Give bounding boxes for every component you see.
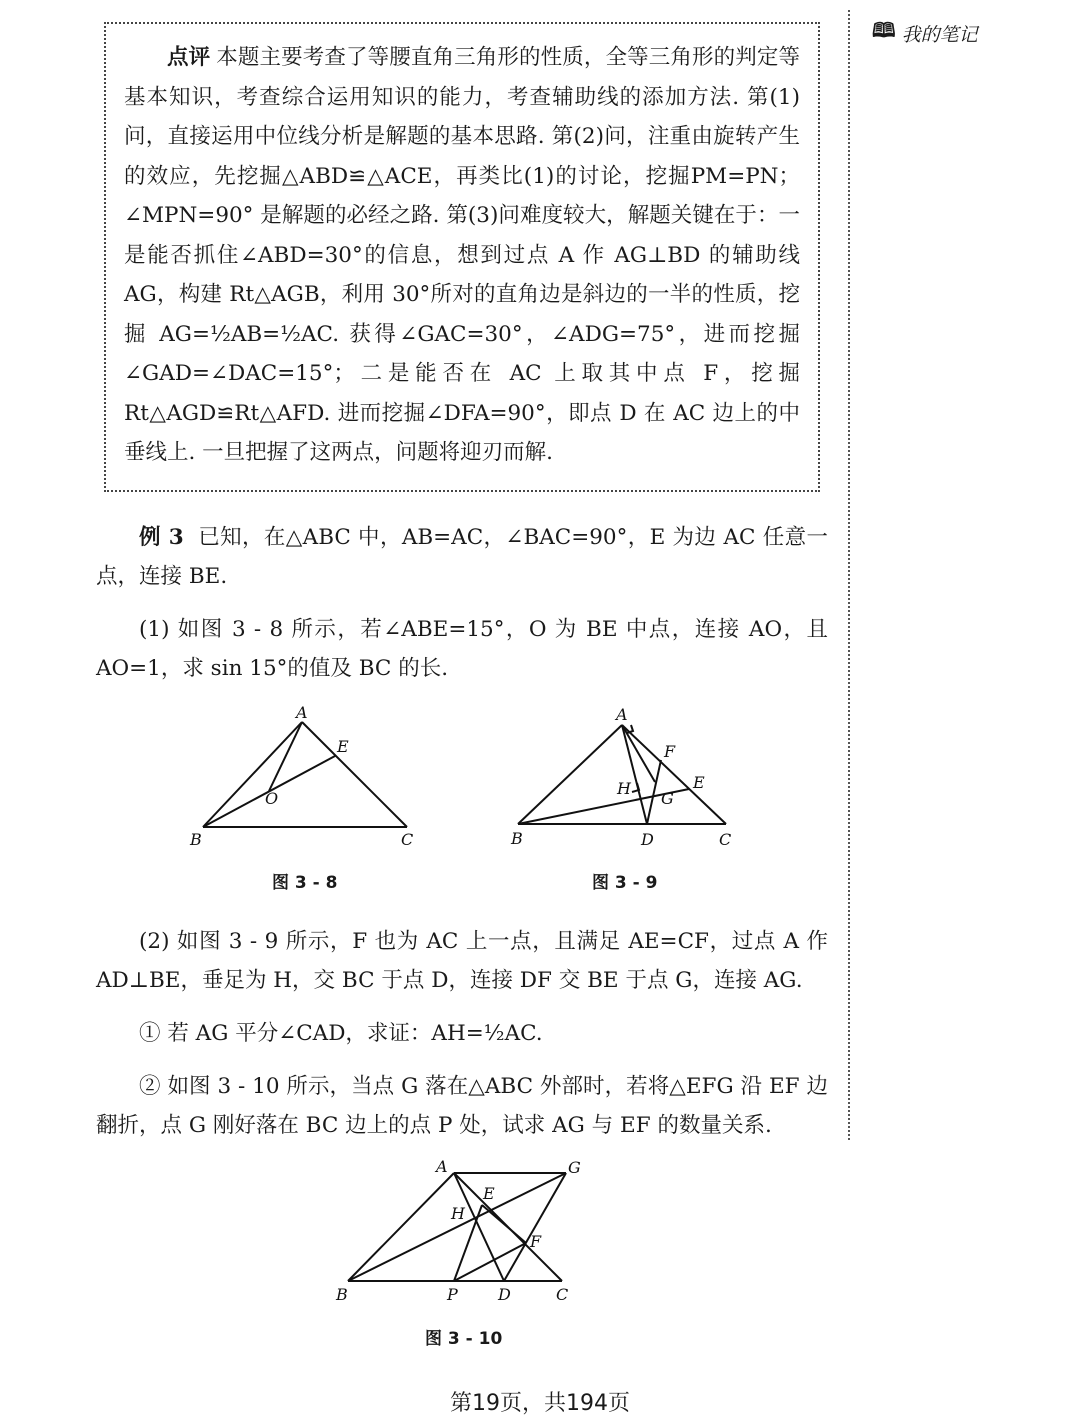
label-F: F [530,1232,542,1251]
seg-AD [454,1173,504,1281]
seg-AD [622,725,647,824]
label-G: G [568,1158,581,1177]
question-part2a: ① 若 AG 平分∠CAD，求证：AH=½AC. [139,1021,543,1046]
label-C: C [556,1285,569,1304]
label-A: A [296,703,308,722]
label-P: P [447,1285,458,1304]
seg-AB [348,1173,454,1281]
label-F: F [664,742,676,761]
label-B: B [190,830,202,849]
question-part2: (2) 如图 3 - 9 所示，F 也为 AC 上一点，且满足 AE=CF，过点 A 作 AD⊥BE，垂足为 H，交 BC 于点 D，连接 DF 交 BE 于点 G，连接 AG. [96,929,828,993]
label-C: C [719,830,732,849]
label-E: E [483,1184,495,1203]
notes-header [872,16,978,50]
label-D: D [498,1285,511,1304]
label-O: O [265,789,279,808]
seg-AB [518,725,622,824]
book-icon: 🕮 [872,18,896,42]
seg-AG [622,725,655,782]
comment-box [104,22,820,492]
figure-3-9-caption: 图 3 - 9 [592,873,658,893]
seg-DF [647,760,661,824]
label-H: H [451,1204,465,1223]
comment-paragraph [124,38,800,473]
page-footer: 第19页，共194页 [450,1391,630,1416]
seg-AO [269,722,302,791]
seg-AC [302,722,407,827]
figure-3-9 [505,700,755,860]
example-label: 例 3 [139,525,184,550]
label-C: C [401,830,414,849]
seg-BG [348,1173,566,1281]
label-E: E [337,737,349,756]
question-part2b: ② 如图 3 - 10 所示，当点 G 落在△ABC 外部时，若将△EFG 沿 EF 边翻折，点 G 刚好落在 BC 边上的点 P 处，试求 AG 与 EF 的数量关系. [96,1074,828,1138]
label-E: E [693,773,705,792]
figure-3-8 [185,700,425,860]
seg-AC [622,725,726,824]
question-part2-section [96,922,828,1145]
example-intro: 已知，在△ABC 中，AB=AC，∠BAC=90°，E 为边 AC 任意一点，连接 BE. [96,525,829,589]
label-A: A [616,705,628,724]
question-part1: (1) 如图 3 - 8 所示，若∠ABE=15°，O 为 BE 中点，连接 AO，且 AO=1，求 sin 15°的值及 BC 的长. [96,617,828,681]
right-angle-H [632,783,639,792]
seg-EF [482,1205,526,1243]
notes-title: 我的笔记 [901,23,978,46]
right-angle-A [627,725,633,733]
label-H: H [617,779,631,798]
label-A: A [436,1157,448,1176]
label-B: B [336,1285,348,1304]
label-B: B [511,829,523,848]
example-intro-paragraph [96,518,828,596]
example-section [96,518,828,688]
label-G: G [661,789,674,808]
seg-AB [203,722,302,827]
notes-divider [848,10,850,1140]
figure-3-10 [330,1155,600,1305]
figure-3-10-caption: 图 3 - 10 [425,1329,503,1349]
figure-3-8-caption: 图 3 - 8 [272,873,338,893]
label-D: D [641,830,654,849]
comment-text: 本题主要考查了等腰直角三角形的性质，全等三角形的判定等基本知识，考查综合运用知识的能力，考查辅助线的添加方法. 第(1)问，直接运用中位线分析是解题的基本思路. 第(2)问，注重由旋转产生的效应，先挖掘△ABD≌△ACE，再类比(1)的讨论，挖掘PM=PN；∠MPN=90° 是解题的必经之路. 第(3)问难度较大，解题关键在于：一是能否抓住∠ABD=30°的信息，想到过点 A 作 AG⊥BD 的辅助线 AG，构建 Rt△AGB，利用 30°所对的直角边是斜边的一半的性质，挖掘 AG=½AB=½AC. 获得∠GAC=30°，∠ADG=75°，进而挖掘∠GAD=∠DAC=15°；二是能否在 AC 上取其中点 F，挖掘 Rt△AGD≌Rt△AFD. 进而挖掘∠DFA=90°，即点 D 在 AC 边上的中垂线上. 一旦把握了这两点，问题将迎刃而解. [124,45,800,465]
comment-label: 点评 [167,45,211,70]
